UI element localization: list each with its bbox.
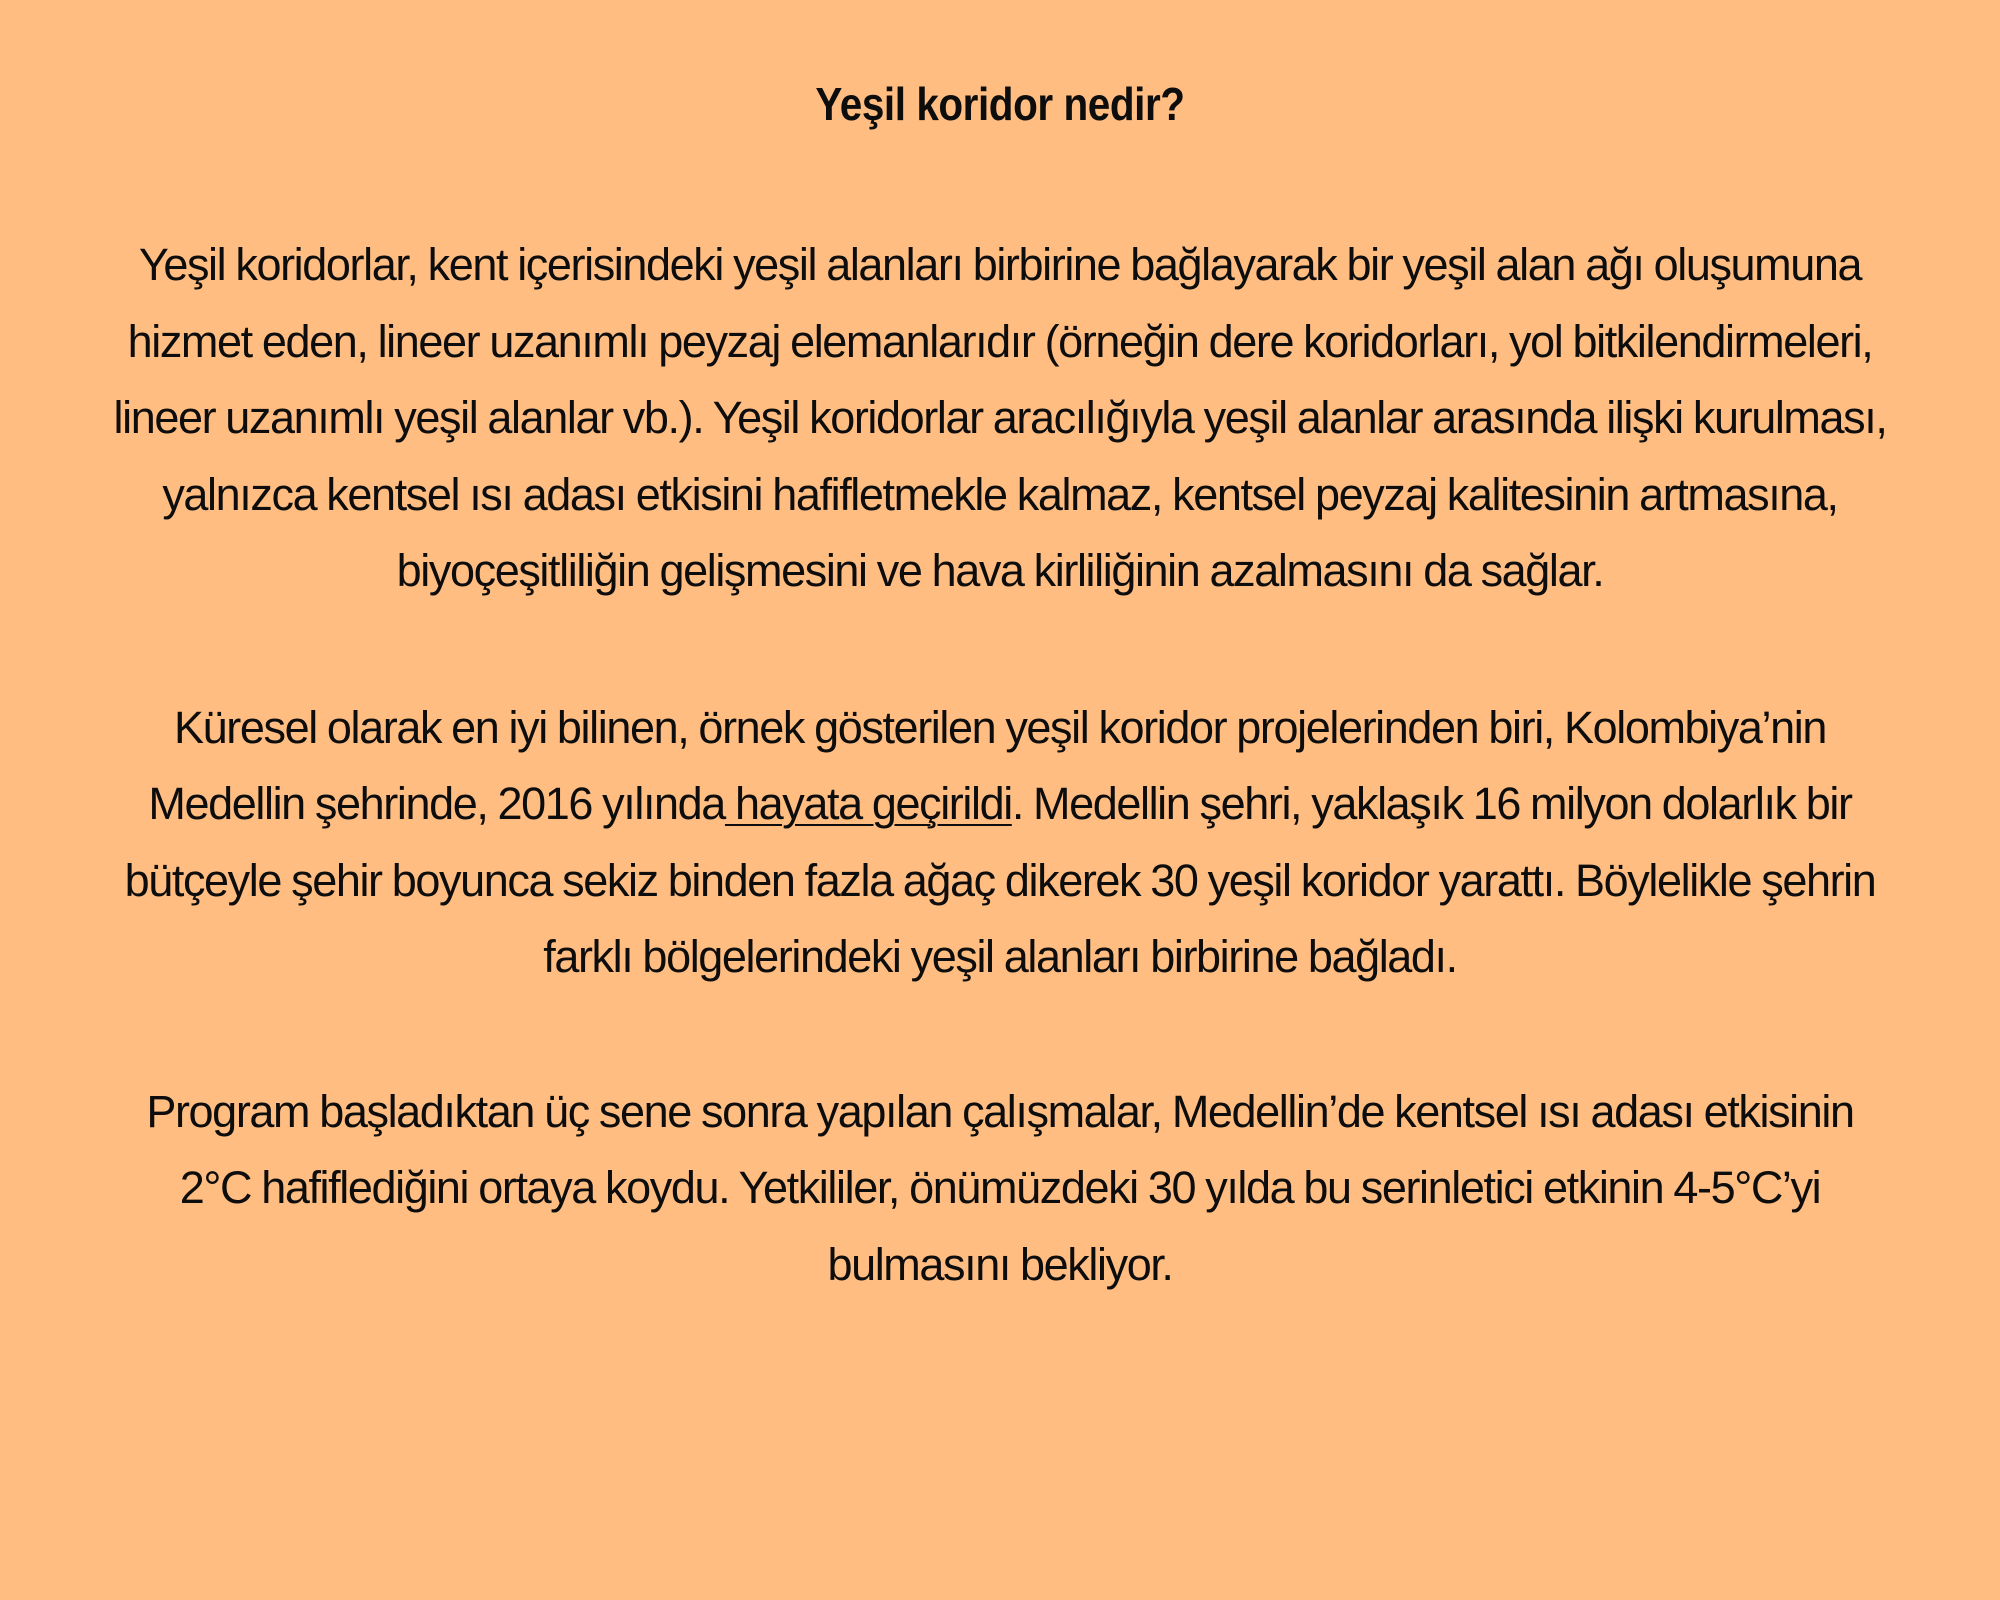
paragraph-definition: Yeşil koridorlar, kent içerisindeki yeşil alanları birbirine bağlayarak bir yeşil alan ağı oluşumuna hizmet eden, lineer uzanımlı peyzaj elemanlarıdır (örneğin dere koridorları, yol bitkilendirmeleri, lineer uzanımlı yeşil alanlar vb.). Yeşil koridorlar aracılığıyla yeşil alanlar arasında ilişki kurulması, yalnızca kentsel ısı adası etkisini hafifletmekle kalmaz, kentsel peyzaj kalitesinin artmasına, biyoçeşitliliğin gelişmesini ve hava kirliliğinin azalmasını da sağlar.: [113, 239, 1887, 596]
article-title: Yeşil koridor nedir?: [815, 78, 1185, 130]
paragraph-medellin-project: [110, 690, 1890, 996]
paragraph-results: Program başladıktan üç sene sonra yapılan çalışmalar, Medellin’de kentsel ısı adası etkisinin 2°C hafiflediğini ortaya koydu. Yetkililer, önümüzdeki 30 yılda bu serinletici etkinin 4-5°C’yi bulmasını bekliyor.: [146, 1085, 1854, 1290]
paragraph-medellin-text-start: Küresel olarak en iyi bilinen, örnek gösterilen yeşil koridor projelerinden biri, Kolombiya’nin Medellin şehrinde, 2016 yılında: [148, 701, 1826, 829]
hayata-gecirildi-link[interactable]: hayata geçirildi: [724, 778, 1012, 829]
paragraph-medellin-text-end: . Medellin şehri, yaklaşık 16 milyon dolarlık bir bütçeyle şehir boyunca sekiz binden fazla ağaç dikerek 30 yeşil koridor yarattı. Böylelikle şehrin farklı bölgelerindeki yeşil alanları birbirine bağladı.: [124, 778, 1876, 982]
